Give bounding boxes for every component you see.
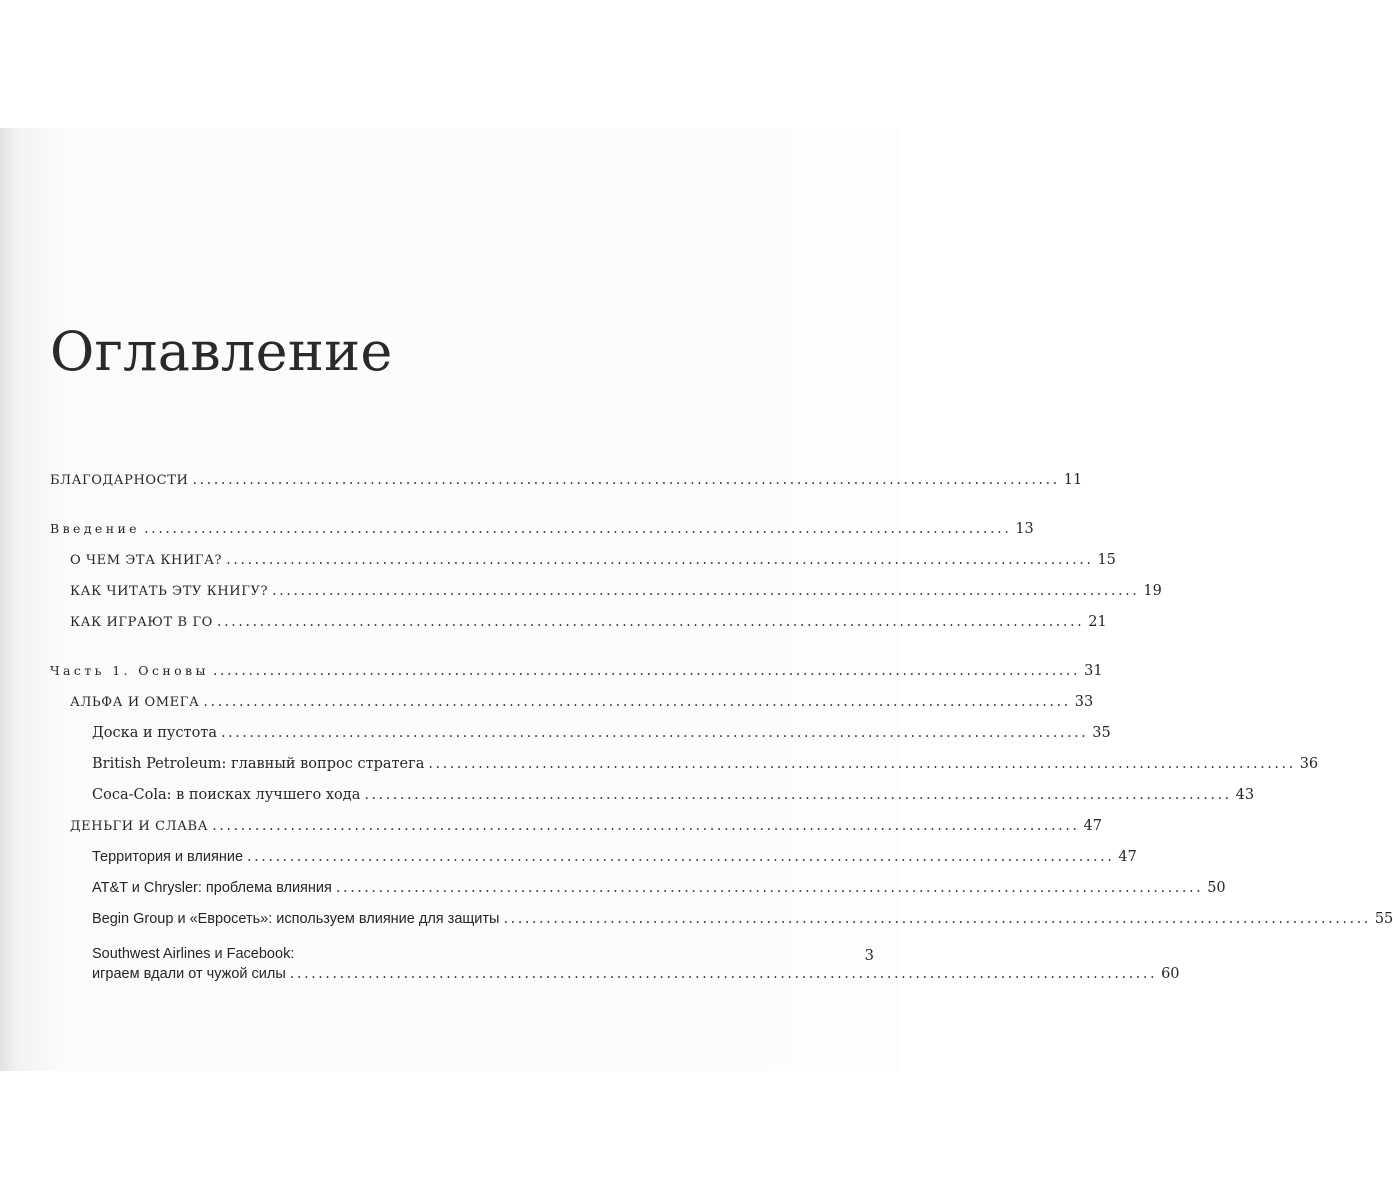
toc-entry-southwest-facebook <box>50 942 1180 996</box>
toc-entry-label: Введение <box>50 521 140 536</box>
dot-leader: .......................................................................................................................... <box>364 787 1232 803</box>
dot-leader: .......................................................................................................................... <box>335 880 1204 896</box>
toc-entry-about-book <box>50 552 1116 583</box>
table-of-contents <box>50 472 1393 996</box>
toc-entry-acknowledgements <box>50 472 1083 503</box>
toc-entry-label: Территория и влияние <box>92 849 244 865</box>
toc-entry-page: 15 <box>1097 552 1116 568</box>
toc-entry-label-continued: играем вдали от чужой силы <box>92 966 286 982</box>
toc-entry-page: 50 <box>1207 880 1226 896</box>
toc-entry-alpha-omega <box>50 694 1094 725</box>
toc-entry-page: 36 <box>1299 756 1319 772</box>
toc-entry-label: БЛАГОДАРНОСТИ <box>50 473 189 488</box>
toc-entry-label: АЛЬФА И ОМЕГА <box>70 695 200 710</box>
toc-entry-page: 19 <box>1143 583 1162 599</box>
toc-entry-page: 35 <box>1092 725 1111 741</box>
toc-entry-page: 33 <box>1074 694 1094 710</box>
toc-entry-label: British Petroleum: главный вопрос стратега <box>92 756 425 772</box>
toc-entry-label: КАК ИГРАЮТ В ГО <box>70 615 213 630</box>
toc-entry-begin-group <box>50 911 1393 942</box>
toc-entry-page: 47 <box>1083 818 1102 834</box>
dot-leader: .......................................................................................................................... <box>428 756 1296 772</box>
toc-entry-introduction <box>50 521 1034 552</box>
toc-entry-money-and-fame <box>50 818 1102 849</box>
toc-entry-how-to-read <box>50 583 1162 614</box>
dot-leader: .......................................................................................................................... <box>272 583 1140 599</box>
dot-leader: .......................................................................................................................... <box>247 849 1115 865</box>
toc-entry-label: Часть 1. Основы <box>50 663 209 678</box>
toc-entry-page: 43 <box>1235 787 1255 803</box>
toc-entry-label: Southwest Airlines и Facebook: <box>92 946 295 962</box>
dot-leader: .......................................................................................................................... <box>212 818 1080 834</box>
dot-leader: .......................................................................................................................... <box>226 552 1094 568</box>
toc-entry-coca-cola <box>50 787 1255 818</box>
toc-entry-label: Coca-Cola: в поисках лучшего хода <box>92 787 361 803</box>
toc-entry-att-chrysler <box>50 880 1226 911</box>
toc-entry-page: 21 <box>1088 614 1107 630</box>
toc-entry-label: AT&T и Chrysler: проблема влияния <box>92 880 332 896</box>
toc-entry-page: 55 <box>1374 911 1393 927</box>
dot-leader: .......................................................................................................................... <box>143 521 1012 537</box>
toc-entry-page: 47 <box>1118 849 1137 865</box>
dot-leader: .......................................................................................................................... <box>503 911 1371 927</box>
toc-entry-label: О ЧЕМ ЭТА КНИГА? <box>70 553 223 568</box>
dot-leader: .......................................................................................................................... <box>192 472 1060 488</box>
toc-entry-part-1 <box>50 663 1103 694</box>
page-title: Оглавление <box>50 320 393 383</box>
dot-leader: .......................................................................................................................... <box>220 725 1089 741</box>
toc-entry-label: ДЕНЬГИ И СЛАВА <box>70 819 209 834</box>
book-page <box>0 128 1393 1071</box>
toc-entry-territory-influence <box>50 849 1137 880</box>
dot-leader: .......................................................................................................................... <box>203 694 1071 710</box>
toc-entry-page: 13 <box>1015 521 1034 537</box>
toc-entry-label: Begin Group и «Евросеть»: используем влияние для защиты <box>92 911 500 927</box>
toc-entry-page: 60 <box>1161 966 1180 982</box>
toc-entry-page: 11 <box>1063 472 1083 488</box>
dot-leader: .......................................................................................................................... <box>216 614 1085 630</box>
toc-entry-board-and-void <box>50 725 1111 756</box>
toc-entry-label: Доска и пустота <box>92 725 217 741</box>
toc-entry-label: КАК ЧИТАТЬ ЭТУ КНИГУ? <box>70 584 269 599</box>
toc-entry-page: 31 <box>1084 663 1103 679</box>
toc-entry-how-go-is-played <box>50 614 1107 645</box>
toc-entry-british-petroleum <box>50 756 1319 787</box>
page-number: 3 <box>864 946 874 964</box>
dot-leader: .......................................................................................................................... <box>289 966 1158 982</box>
dot-leader: .......................................................................................................................... <box>212 663 1081 679</box>
